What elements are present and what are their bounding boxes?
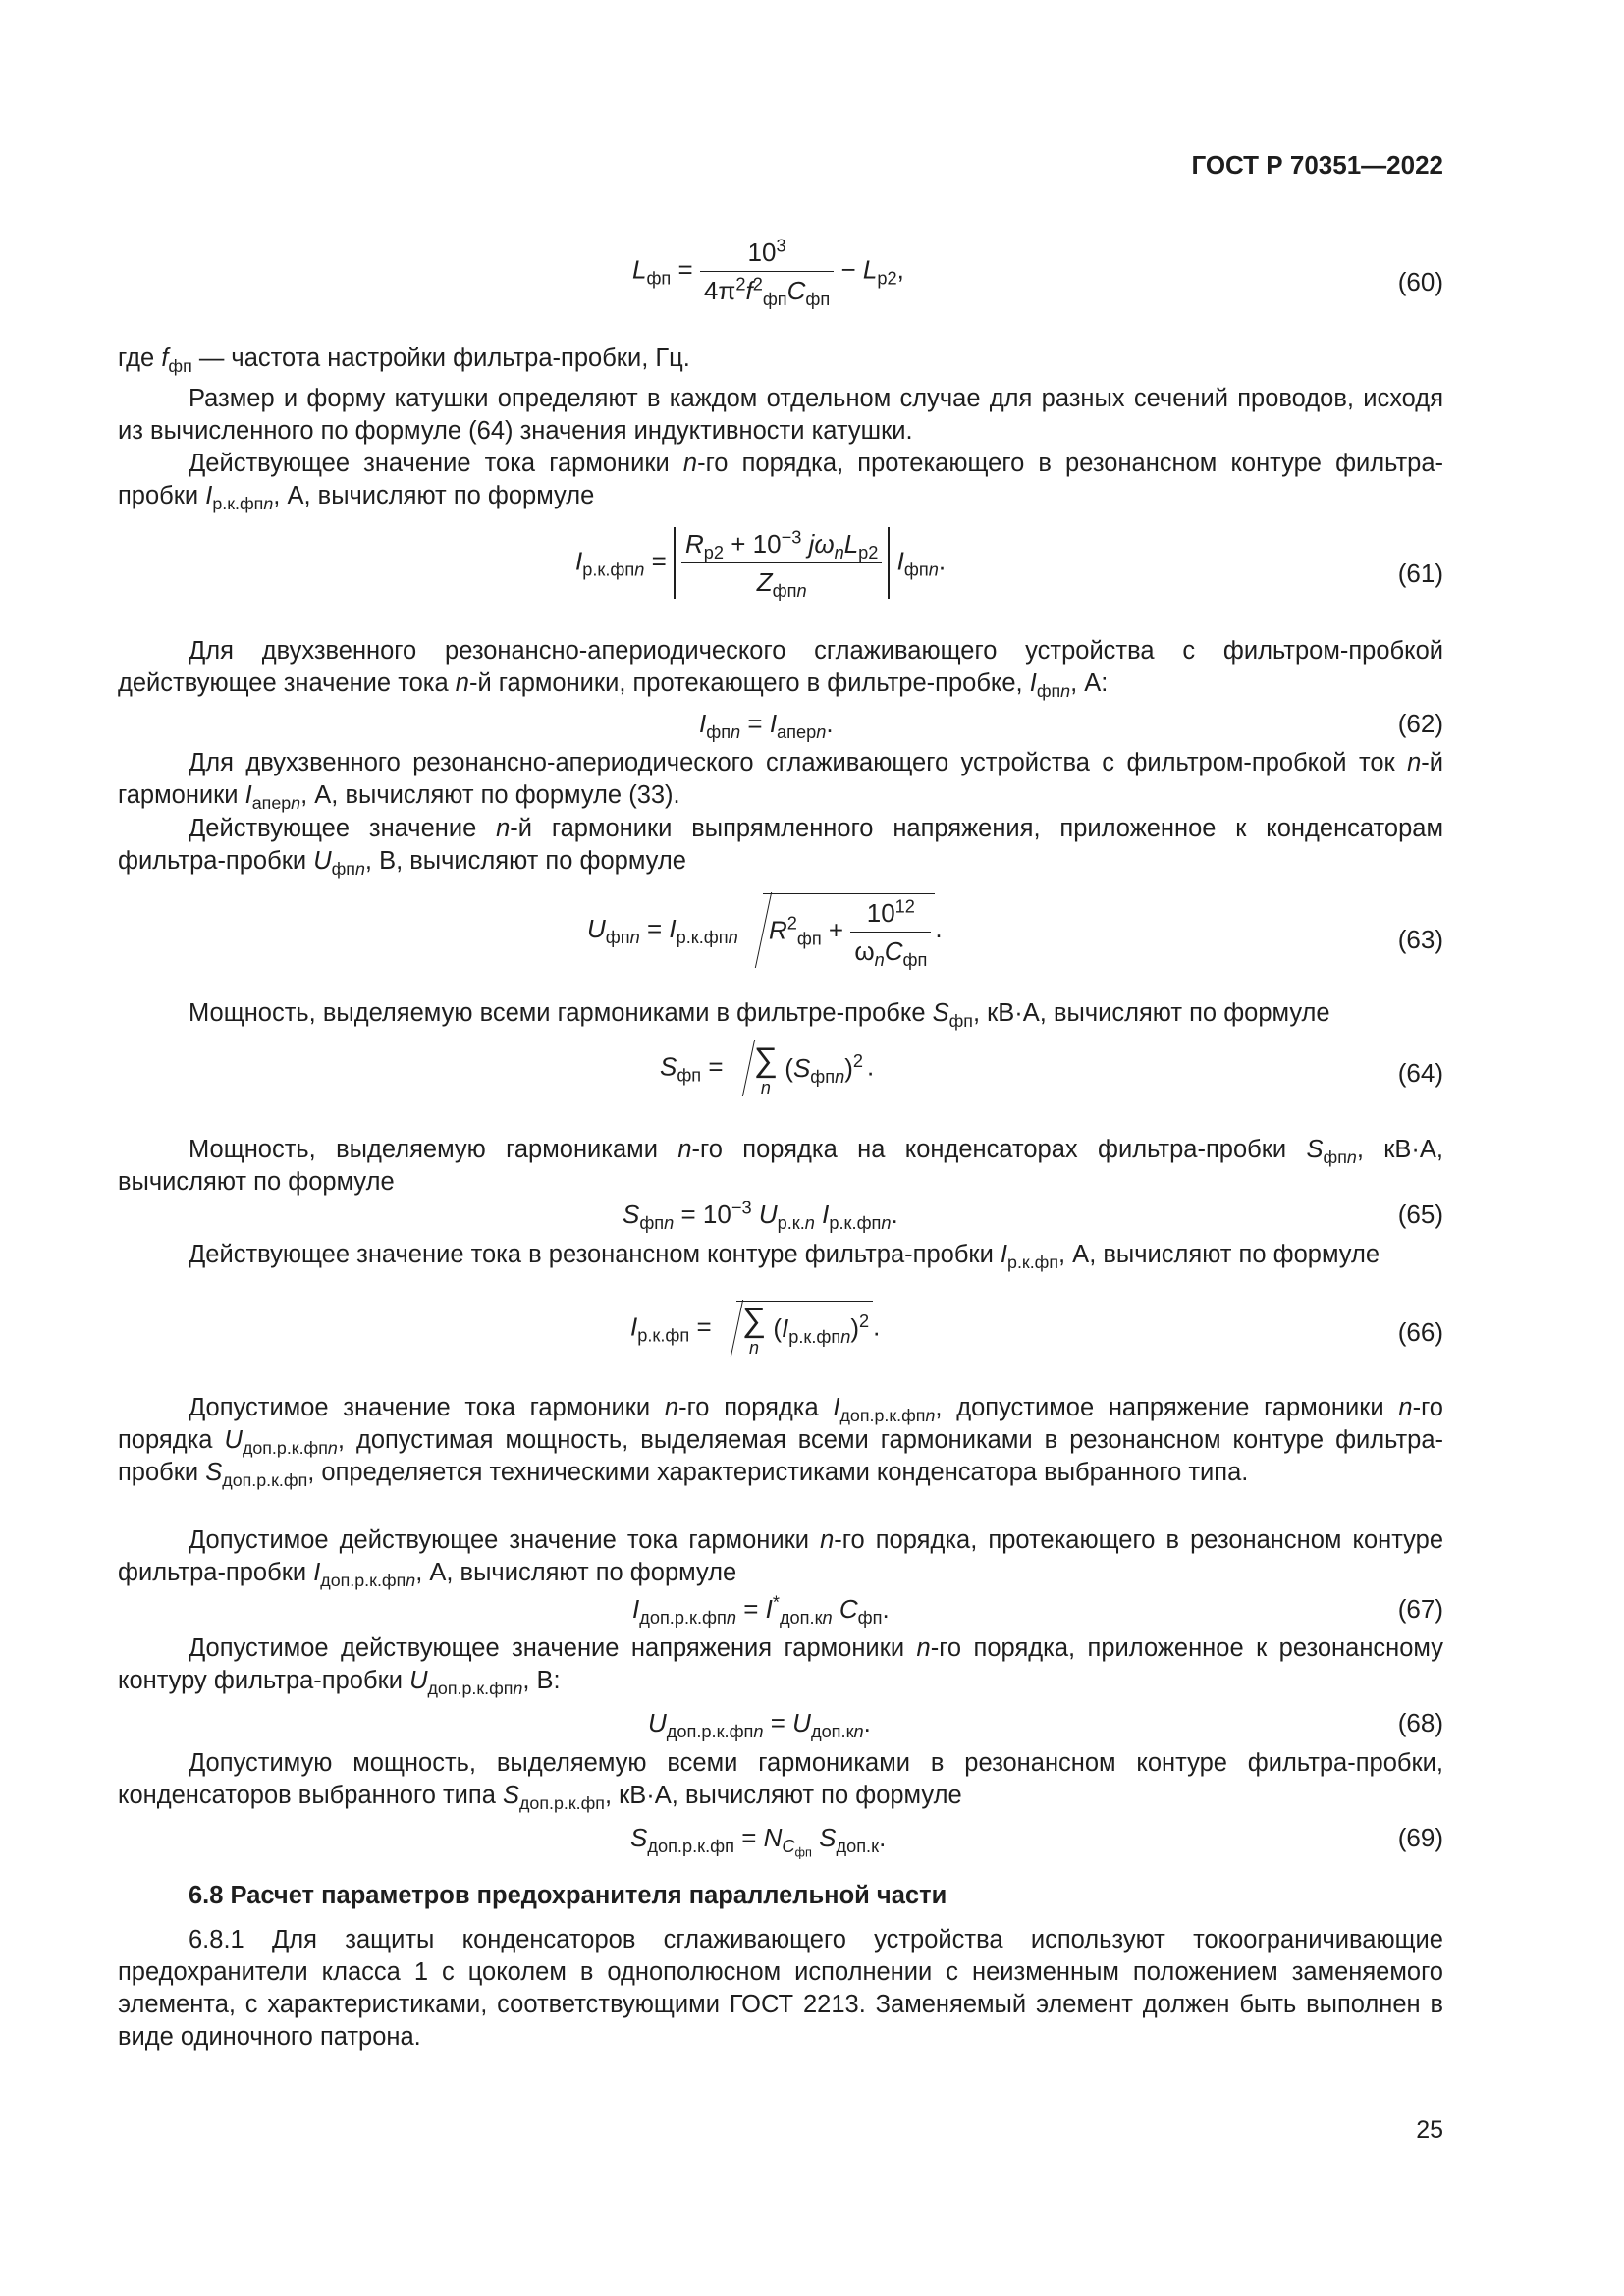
equation-62-number: (62) (1397, 709, 1443, 738)
section-heading-6-8: 6.8 Расчет параметров предохранителя параллельной части (189, 1882, 947, 1909)
equation-61-number: (61) (1397, 559, 1443, 588)
paragraph-allowed-values: Допустимое значение тока гармоники n-го порядка $I_{доп.р.к.фпn}$, допустимое напряжение гармоники n-го порядка $U_{доп.р.к.фпn}$, допустимая мощность, выделяемая всеми гармониками в резонансном контуре фильтра-пробки $S_{доп.р.к.фп}$, определяется техническими характеристиками конденсатора выбранного типа. (118, 1394, 1443, 1491)
equation-64: $S_{фп}$ = ∑ n $(S_{фпn})^2$ . (660, 1041, 875, 1097)
equation-63: $U_{фпn} = I_{р.к.фпn}$ $R^2_{фп}$ + $\frac{10^{12}}{\omega_nC_{фп}}$ . (587, 893, 943, 968)
equation-68-number: (68) (1397, 1708, 1443, 1737)
equation-62: $I_{фпn} = I_{аперn}$. (699, 709, 834, 743)
equation-67-number: (67) (1397, 1594, 1443, 1624)
equation-64-number: (64) (1397, 1058, 1443, 1088)
paragraph-allowed-voltage: Допустимое действующее значение напряжения гармоники n-го порядка, приложенное к резонансному контуру фильтра-пробки $U_{доп.р.к.фпn}$, В: (118, 1634, 1443, 1699)
paragraph-allowed-current: Допустимое действующее значение тока гармоники n-го порядка, протекающего в резонансном контуре фильтра-пробки $I_{доп.р.к.фпn}$, А, вычисляют по формуле (118, 1526, 1443, 1591)
equation-65-number: (65) (1397, 1200, 1443, 1229)
paragraph-two-link-current: Для двухзвенного резонансно-апериодического сглаживающего устройства с фильтром-пробкой действующее значение тока n-й гармоники, протекающего в фильтре-пробке, $I_{фпn}$, А: (118, 637, 1443, 702)
paragraph-6-8-1: 6.8.1 Для защиты конденсаторов сглаживающего устройства используют токоограничивающие предохранители класса 1 с цоколем в однополюсном исполнении с неизменным положением заменяемого элемента, с характеристиками, соответствующими ГОСТ 2213. Заменяемый элемент должен быть выполнен в виде одиночного патрона. (118, 1926, 1443, 2051)
equation-68: $U_{доп.р.к.фпn} = U_{доп.кn}$. (648, 1708, 871, 1742)
paragraph-harmonic-current: Действующее значение тока гармоники n-го порядка, протекающего в резонансном контуре фильтра-пробки $I_{р.к.фпn}$, А, вычисляют по формуле (118, 450, 1443, 514)
equation-67: $I_{доп.р.к.фпn} = I^*_{доп.кn}$ $C_{фп}$. (632, 1592, 890, 1629)
equation-65: $S_{фпn} = 10^{-3}$ $U_{р.к.n}$ $I_{р.к.фпn}$. (623, 1198, 898, 1234)
equation-66: $I_{р.к.фп}$ = ∑ n $(I_{р.к.фпn})^2$ . (630, 1302, 881, 1358)
equation-69: $S_{доп.р.к.фп} = N_{C_{фп}}$ $S_{доп.к}$. (630, 1823, 887, 1860)
equation-63-number: (63) (1397, 925, 1443, 954)
paragraph-allowed-power: Допустимую мощность, выделяемую всеми гармониками в резонансном контуре фильтра-пробки, конденсаторов выбранного типа $S_{доп.р.к.фп}$, кВ·А, вычисляют по формуле (118, 1749, 1443, 1814)
paragraph-power-n: Мощность, выделяемую гармониками n-го порядка на конденсаторах фильтра-пробки $S_{фпn}$, кВ·А, вычисляют по формуле (118, 1136, 1444, 1196)
equation-66-number: (66) (1397, 1317, 1443, 1347)
paragraph-power-all: Мощность, выделяемую всеми гармониками в фильтре-пробке $S_{фп}$, кВ·А, вычисляют по формуле (189, 999, 1330, 1032)
paragraph-where: где $f_{фп}$ — частота настройки фильтра-пробки, Гц. (118, 345, 690, 377)
standard-header: ГОСТ Р 70351—2022 (1191, 150, 1443, 180)
equation-69-number: (69) (1397, 1823, 1443, 1852)
page-number: 25 (1416, 2116, 1443, 2144)
equation-60: $L_{фп}$ = $\frac{10^3}{4\pi^2f^2_{фп}C_{фп}}$ − $L_{р2}$, (632, 236, 904, 310)
paragraph-harmonic-voltage: Действующее значение n-й гармоники выпрямленного напряжения, приложенное к конденсаторам фильтра-пробки $U_{фпn}$, В, вычисляют по формуле (118, 815, 1443, 880)
paragraph-two-link-aperiodic: Для двухзвенного резонансно-апериодического сглаживающего устройства с фильтром-пробкой ток n-й гармоники $I_{аперn}$, А, вычисляют по формуле (33). (118, 749, 1443, 814)
equation-60-number: (60) (1397, 267, 1443, 296)
equation-61: $I_{р.к.фпn}$ = $\frac{R_{р2} + 10^{-3} j\omega_nL_{р2}}{Z_{фпn}}$ $I_{фпn}$. (575, 527, 947, 602)
paragraph-coil-size: Размер и форму катушки определяют в каждом отдельном случае для разных сечений проводов, исходя из вычисленного по формуле (64) значения индуктивности катушки. (118, 385, 1443, 445)
paragraph-resonant-current: Действующее значение тока в резонансном контуре фильтра-пробки $I_{р.к.фп}$, А, вычисляют по формуле (189, 1241, 1380, 1273)
